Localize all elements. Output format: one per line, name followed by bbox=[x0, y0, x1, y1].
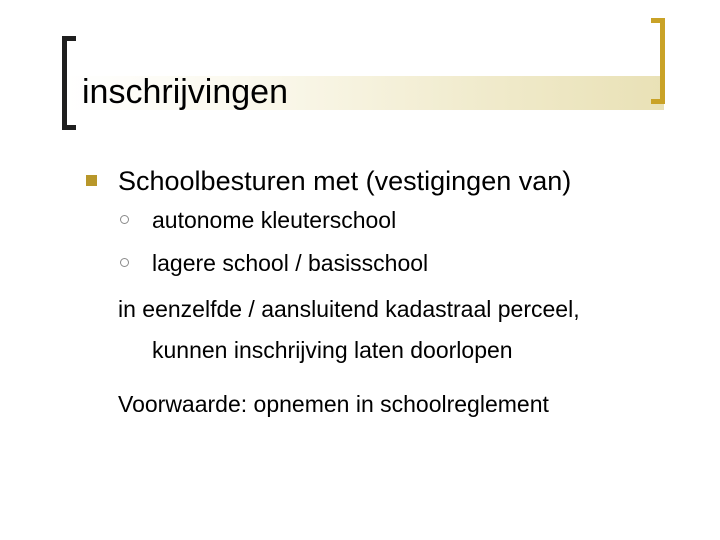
ring-bullet-icon bbox=[120, 215, 129, 224]
sub-bullet-text: autonome kleuterschool bbox=[152, 207, 397, 233]
square-bullet-icon bbox=[86, 175, 97, 186]
paragraph-line-2: kunnen inschrijving laten doorlopen bbox=[152, 337, 513, 363]
paragraph-line-1: in eenzelfde / aansluitend kadastraal perceel, bbox=[118, 296, 580, 322]
ring-bullet-icon bbox=[120, 258, 129, 267]
sub-bullet-text: lagere school / basisschool bbox=[152, 250, 429, 276]
bullet-text: Schoolbesturen met (vestigingen van) bbox=[118, 166, 572, 196]
left-bracket-decoration bbox=[62, 36, 76, 130]
right-bracket-decoration bbox=[651, 18, 665, 104]
slide-title: inschrijvingen bbox=[82, 73, 288, 111]
condition-text: Voorwaarde: opnemen in schoolreglement bbox=[118, 391, 549, 417]
